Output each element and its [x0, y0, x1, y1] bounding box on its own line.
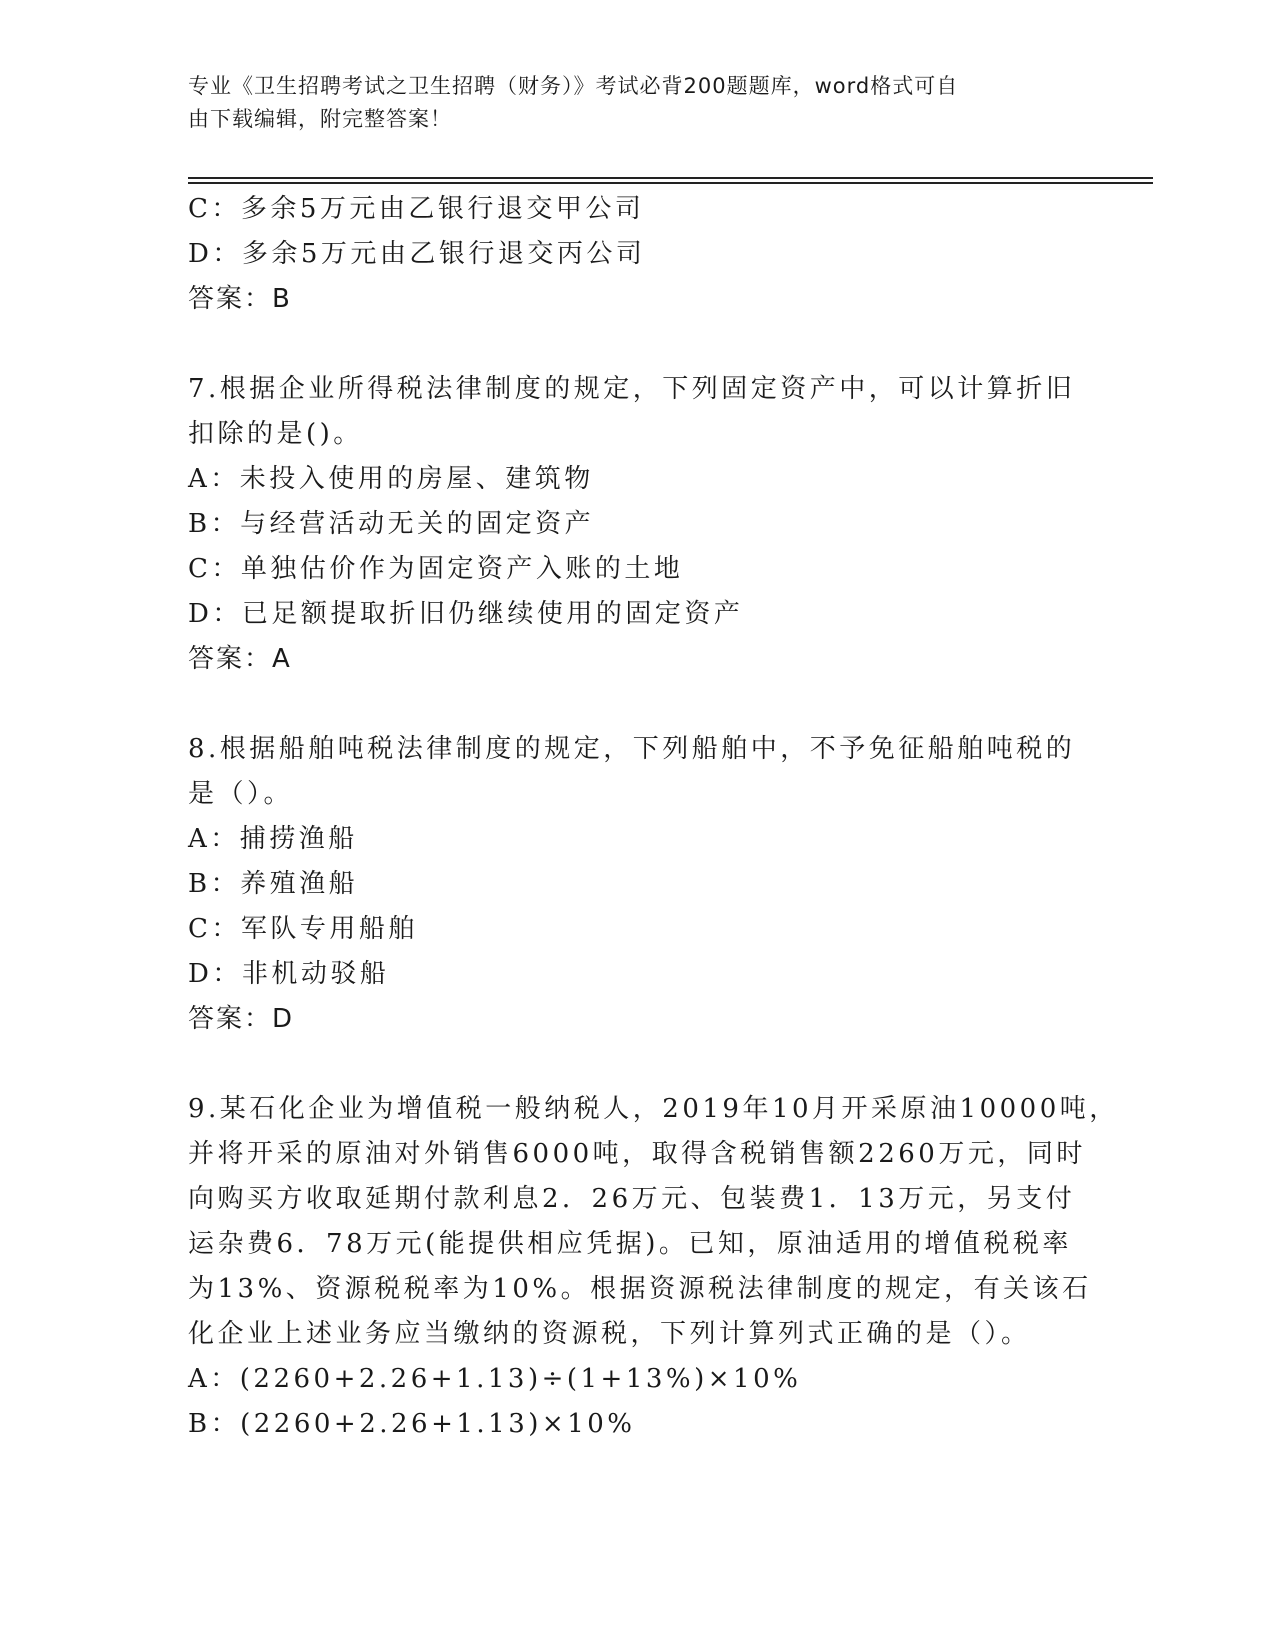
- spacer: [188, 1042, 1078, 1087]
- option-d: D：多余5万元由乙银行退交丙公司: [188, 239, 646, 269]
- spacer: [188, 322, 1078, 367]
- answer: 答案：B: [188, 284, 292, 314]
- option-b: B：(2260+2.26+1.13)×10%: [188, 1409, 636, 1439]
- option-b: B：养殖渔船: [188, 869, 359, 899]
- option-d: D：已足额提取折旧仍继续使用的固定资产: [188, 599, 744, 629]
- question-stem-line: 化企业上述业务应当缴纳的资源税，下列计算列式正确的是（）。: [188, 1319, 1031, 1349]
- question-content: [188, 187, 1119, 1447]
- question-stem-line: 9.某石化企业为增值税一般纳税人，2019年10月开采原油10000吨，: [188, 1094, 1119, 1124]
- document-header: [188, 70, 1068, 136]
- spacer: [188, 682, 1078, 727]
- question-9: [188, 1087, 1119, 1447]
- header-divider-top: [188, 177, 1153, 179]
- question-stem-line: 并将开采的原油对外销售6000吨，取得含税销售额2260万元，同时: [188, 1139, 1086, 1169]
- header-line-1: 专业《卫生招聘考试之卫生招聘（财务）》考试必背200题题库，word格式可自: [188, 74, 959, 98]
- answer: 答案：D: [188, 1004, 295, 1034]
- header-line-2: 由下载编辑，附完整答案！: [188, 107, 452, 131]
- question-stem-line: 扣除的是()。: [188, 419, 363, 449]
- option-b: B：与经营活动无关的固定资产: [188, 509, 595, 539]
- question-stem-line: 7.根据企业所得税法律制度的规定，下列固定资产中，可以计算折旧: [188, 374, 1076, 404]
- option-c: C：军队专用船舶: [188, 914, 418, 944]
- question-stem-line: 向购买方收取延期付款利息2．26万元、包装费1．13万元，另支付: [188, 1184, 1076, 1214]
- question-stem-line: 是（）。: [188, 779, 294, 809]
- question-stem-line: 运杂费6．78万元(能提供相应凭据)。已知，原油适用的增值税税率: [188, 1229, 1072, 1259]
- option-a: A：(2260+2.26+1.13)÷(1+13%)×10%: [188, 1364, 802, 1394]
- option-c: C：单独估价作为固定资产入账的土地: [188, 554, 684, 584]
- question-stem-line: 8.根据船舶吨税法律制度的规定，下列船舶中，不予免征船舶吨税的: [188, 734, 1076, 764]
- option-a: A：捕捞渔船: [188, 824, 358, 854]
- option-a: A：未投入使用的房屋、建筑物: [188, 464, 594, 494]
- answer: 答案：A: [188, 644, 292, 674]
- option-d: D：非机动驳船: [188, 959, 390, 989]
- header-divider-bottom: [188, 182, 1153, 184]
- question-8: [188, 727, 1078, 1042]
- option-c: C：多余5万元由乙银行退交甲公司: [188, 194, 645, 224]
- question-7: [188, 367, 1078, 682]
- question-6-tail: [188, 187, 1078, 322]
- question-stem-line: 为13%、资源税税率为10%。根据资源税法律制度的规定，有关该石: [188, 1274, 1092, 1304]
